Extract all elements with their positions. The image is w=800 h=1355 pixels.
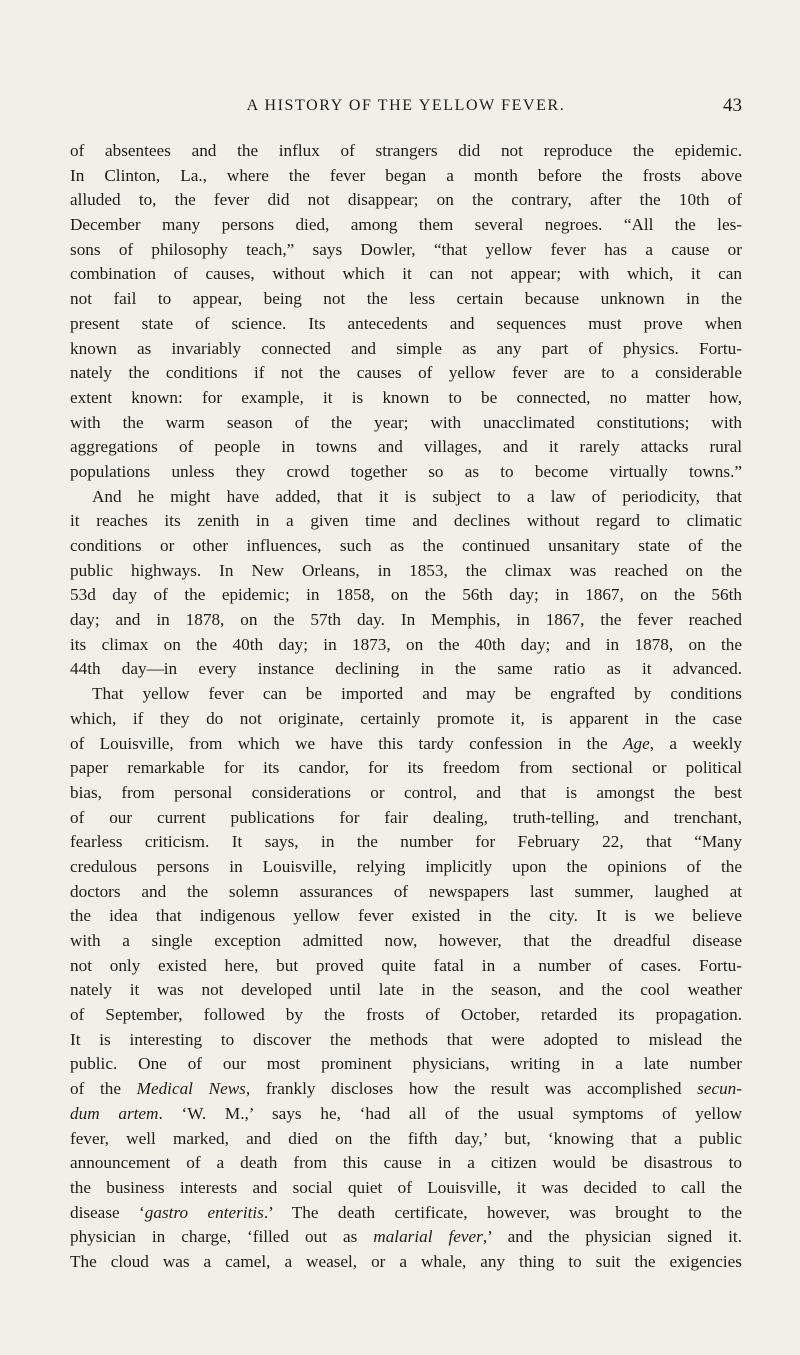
text-line: paper remarkable for its candor, for its freedom from sectional or political bbox=[70, 758, 742, 778]
text-line: bias, from personal considerations or control, and that is amongst the best bbox=[70, 782, 742, 802]
text-line: fever, well marked, and died on the fifth day,’ but, ‘knowing that a public bbox=[70, 1128, 742, 1148]
text-line: sons of philosophy teach,” says Dowler, “that yellow fever has a cause or bbox=[70, 239, 742, 259]
text-line: its climax on the 40th day; in 1873, on the 40th day; and in 1878, on the bbox=[70, 634, 742, 654]
running-title: A HISTORY OF THE YELLOW FEVER. bbox=[246, 97, 566, 114]
text-line: dum artem. ‘W. M.,’ says he, ‘had all of the usual symptoms of yellow bbox=[70, 1103, 742, 1123]
text-line: In Clinton, La., where the fever began a month before the frosts above bbox=[70, 165, 742, 185]
text-line: of absentees and the influx of strangers did not reproduce the epidemic. bbox=[70, 141, 742, 160]
text-line: public. One of our most prominent physicians, writing in a late number bbox=[70, 1054, 742, 1074]
text-line: with a single exception admitted now, however, that the dreadful disease bbox=[70, 931, 742, 950]
text-line: aggregations of people in towns and villages, and it rarely attacks rural bbox=[70, 437, 742, 457]
text-line: it reaches its zenith in a given time and declines without regard to climatic bbox=[70, 511, 742, 531]
text-line: not fail to appear, being not the less certain because unknown in the bbox=[70, 289, 742, 309]
text-line: extent known: for example, it is known to be connected, no matter how, bbox=[70, 387, 742, 407]
text-line: present state of science. Its antecedents and sequences must prove when bbox=[70, 313, 742, 333]
text-line: of the Medical News, frankly discloses how the result was accomplished secun- bbox=[70, 1079, 742, 1099]
text-line: conditions or other influences, such as the continued unsanitary state of the bbox=[70, 536, 742, 555]
text-line: of our current publications for fair dealing, truth-telling, and trenchant, bbox=[70, 807, 742, 827]
text-line: December many persons died, among them several negroes. “All the les- bbox=[70, 215, 742, 235]
text-line: doctors and the solemn assurances of newspapers last summer, laughed at bbox=[70, 881, 742, 901]
text-line: nately the conditions if not the causes of yellow fever are to a considerable bbox=[70, 363, 742, 383]
text-line: day; and in 1878, on the 57th day. In Memphis, in 1867, the fever reached bbox=[70, 610, 742, 630]
text-line: That yellow fever can be imported and may be engrafted by conditions bbox=[92, 684, 742, 704]
text-line: announcement of a death from this cause in a citizen would be disastrous to bbox=[70, 1153, 742, 1173]
text-line: credulous persons in Louisville, relying implicitly upon the opinions of the bbox=[70, 856, 742, 876]
text-line: And he might have added, that it is subject to a law of periodicity, that bbox=[92, 486, 742, 506]
text-line: known as invariably connected and simple as any part of physics. Fortu- bbox=[70, 338, 742, 358]
text-line: 44th day—in every instance declining in the same ratio as it advanced. bbox=[70, 659, 742, 679]
text-line: 53d day of the epidemic; in 1858, on the 56th day; in 1867, on the 56th bbox=[70, 585, 742, 605]
text-line: not only existed here, but proved quite fatal in a number of cases. Fortu- bbox=[70, 955, 742, 975]
text-line: It is interesting to discover the methods that were adopted to mislead the bbox=[70, 1029, 742, 1049]
body-text bbox=[70, 139, 742, 1275]
text-line: populations unless they crowd together so as to become virtually towns.” bbox=[70, 461, 742, 481]
text-line: the business interests and social quiet of Louisville, it was decided to call the bbox=[70, 1177, 742, 1197]
text-line: alluded to, the fever did not disappear; on the contrary, after the 10th of bbox=[70, 190, 742, 210]
text-line: physician in charge, ‘filled out as malarial fever,’ and the physician signed it. bbox=[70, 1227, 742, 1247]
text-line: The cloud was a camel, a weasel, or a whale, any thing to suit the exigencies bbox=[70, 1251, 742, 1271]
text-line: combination of causes, without which it can not appear; with which, it can bbox=[70, 264, 742, 284]
text-line: of Louisville, from which we have this tardy confession in the Age, a weekly bbox=[70, 733, 742, 753]
text-line: which, if they do not originate, certainly promote it, is apparent in the case bbox=[70, 708, 742, 728]
text-line: of September, followed by the frosts of October, retarded its propagation. bbox=[70, 1005, 742, 1025]
text-line: the idea that indigenous yellow fever existed in the city. It is we believe bbox=[70, 906, 742, 926]
text-line: fearless criticism. It says, in the number for February 22, that “Many bbox=[70, 832, 742, 852]
text-line: with the warm season of the year; with unacclimated constitutions; with bbox=[70, 412, 742, 432]
text-line: disease ‘gastro enteritis.’ The death certificate, however, was brought to the bbox=[70, 1202, 743, 1222]
text-line: public highways. In New Orleans, in 1853, the climax was reached on the bbox=[70, 560, 742, 580]
page-header bbox=[70, 94, 742, 118]
text-line: nately it was not developed until late in the season, and the cool weather bbox=[70, 980, 742, 1000]
page-number: 43 bbox=[723, 95, 742, 116]
